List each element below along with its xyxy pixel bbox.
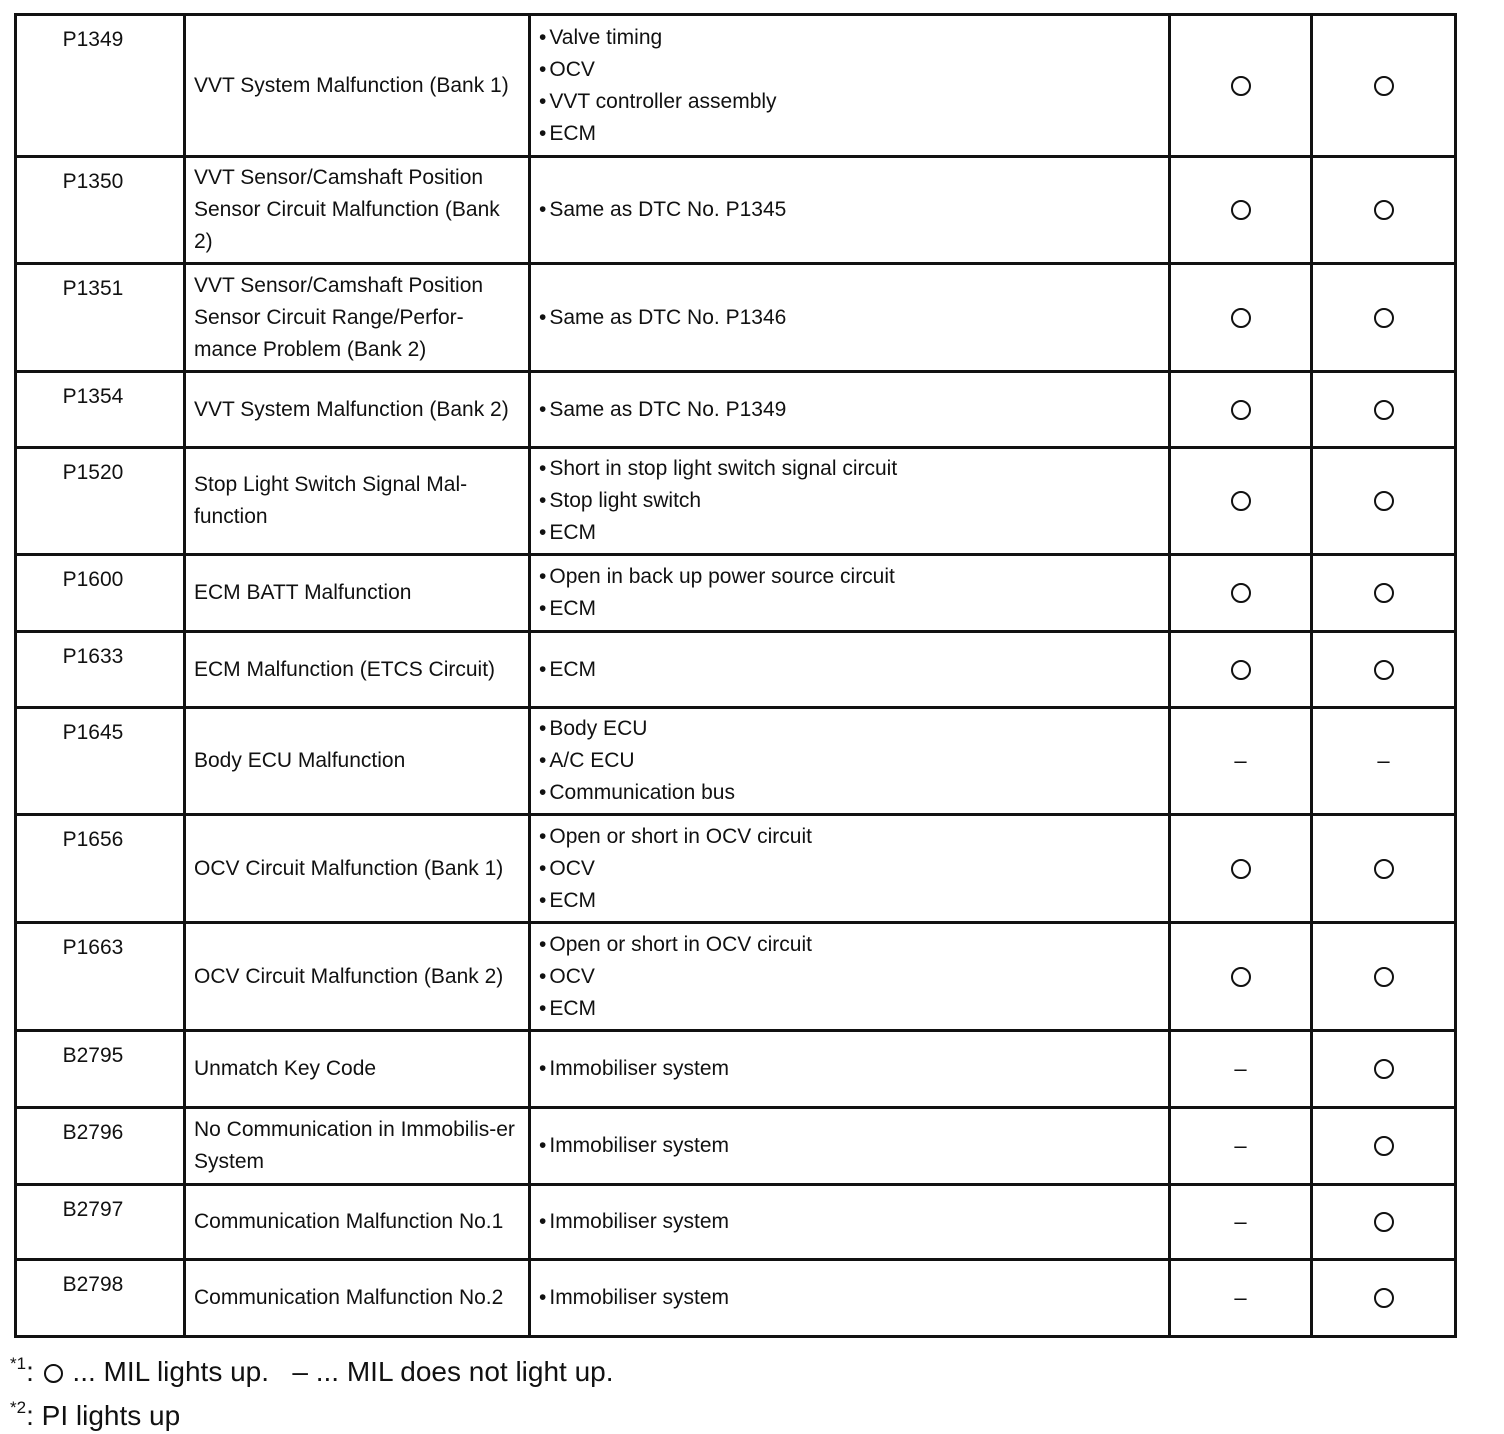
pi-indicator bbox=[1312, 372, 1456, 448]
trouble-area bbox=[530, 1260, 1170, 1337]
dtc-code: P1633 bbox=[16, 632, 185, 708]
mil-indicator bbox=[1170, 264, 1312, 372]
dtc-code: B2795 bbox=[16, 1031, 185, 1108]
trouble-area-item: • Open or short in OCV circuit bbox=[539, 821, 1160, 853]
trouble-area-item: • Same as DTC No. P1346 bbox=[539, 302, 1160, 334]
footnote-1-colon: : bbox=[26, 1356, 42, 1387]
table-row bbox=[16, 1108, 1456, 1185]
detection-item: ECM BATT Malfunction bbox=[185, 555, 530, 632]
circle-icon bbox=[1231, 491, 1251, 511]
detection-item: No Communication in Immobilis-er System bbox=[185, 1108, 530, 1185]
table-row bbox=[16, 15, 1456, 157]
circle-icon bbox=[1374, 1136, 1394, 1156]
mil-indicator bbox=[1170, 815, 1312, 923]
table-row bbox=[16, 448, 1456, 555]
circle-icon bbox=[1374, 76, 1394, 96]
detection-item: Stop Light Switch Signal Mal-function bbox=[185, 448, 530, 555]
trouble-area bbox=[530, 1185, 1170, 1260]
circle-icon bbox=[1374, 859, 1394, 879]
mil-indicator bbox=[1170, 15, 1312, 157]
dtc-code: P1663 bbox=[16, 923, 185, 1031]
detection-item: VVT Sensor/Camshaft Position Sensor Circuit Malfunction (Bank 2) bbox=[185, 157, 530, 264]
trouble-area-item: • Body ECU bbox=[539, 713, 1160, 745]
trouble-area-item: • OCV bbox=[539, 853, 1160, 885]
detection-item: VVT System Malfunction (Bank 2) bbox=[185, 372, 530, 448]
trouble-area-item: • ECM bbox=[539, 593, 1160, 625]
circle-icon bbox=[1231, 967, 1251, 987]
circle-icon bbox=[1374, 491, 1394, 511]
mil-indicator bbox=[1170, 708, 1312, 815]
trouble-area-item: • Immobiliser system bbox=[539, 1130, 1160, 1162]
footnotes bbox=[10, 1346, 614, 1434]
trouble-area bbox=[530, 815, 1170, 923]
pi-indicator bbox=[1312, 15, 1456, 157]
circle-icon bbox=[1374, 660, 1394, 680]
circle-icon bbox=[1374, 1212, 1394, 1232]
trouble-area-item: • VVT controller assembly bbox=[539, 86, 1160, 118]
mil-indicator bbox=[1170, 1185, 1312, 1260]
dtc-code: P1354 bbox=[16, 372, 185, 448]
table-row bbox=[16, 555, 1456, 632]
trouble-area bbox=[530, 264, 1170, 372]
trouble-area-item: • Immobiliser system bbox=[539, 1206, 1160, 1238]
footnote-2-text: : PI lights up bbox=[26, 1400, 181, 1431]
circle-icon bbox=[1231, 308, 1251, 328]
mil-indicator bbox=[1170, 448, 1312, 555]
pi-indicator bbox=[1312, 264, 1456, 372]
circle-icon bbox=[1231, 76, 1251, 96]
dtc-code: P1520 bbox=[16, 448, 185, 555]
circle-icon bbox=[1231, 859, 1251, 879]
dtc-code: P1656 bbox=[16, 815, 185, 923]
table-row bbox=[16, 1260, 1456, 1337]
dtc-code: P1350 bbox=[16, 157, 185, 264]
table-row bbox=[16, 632, 1456, 708]
pi-indicator bbox=[1312, 632, 1456, 708]
trouble-area bbox=[530, 555, 1170, 632]
trouble-area-item: • OCV bbox=[539, 54, 1160, 86]
table-row bbox=[16, 264, 1456, 372]
trouble-area-item: • Communication bus bbox=[539, 777, 1160, 809]
mil-indicator bbox=[1170, 1031, 1312, 1108]
circle-icon bbox=[1231, 583, 1251, 603]
circle-icon bbox=[1231, 200, 1251, 220]
dtc-table bbox=[14, 13, 1457, 1338]
mil-indicator bbox=[1170, 1260, 1312, 1337]
dash-icon: – bbox=[1234, 1284, 1247, 1310]
trouble-area bbox=[530, 15, 1170, 157]
mil-indicator bbox=[1170, 923, 1312, 1031]
trouble-area-item: • ECM bbox=[539, 118, 1160, 150]
detection-item: OCV Circuit Malfunction (Bank 1) bbox=[185, 815, 530, 923]
trouble-area-item: • Immobiliser system bbox=[539, 1282, 1160, 1314]
footnote-1-dash-meaning: – ... MIL does not light up. bbox=[292, 1356, 614, 1387]
dash-icon: – bbox=[1234, 747, 1247, 773]
circle-icon bbox=[1374, 967, 1394, 987]
detection-item: ECM Malfunction (ETCS Circuit) bbox=[185, 632, 530, 708]
footnote-1-circle-meaning: ... MIL lights up. bbox=[64, 1356, 270, 1387]
detection-item: OCV Circuit Malfunction (Bank 2) bbox=[185, 923, 530, 1031]
table-row bbox=[16, 815, 1456, 923]
table-row bbox=[16, 372, 1456, 448]
trouble-area-item: • Stop light switch bbox=[539, 485, 1160, 517]
dtc-code: B2796 bbox=[16, 1108, 185, 1185]
mil-indicator bbox=[1170, 632, 1312, 708]
table-row bbox=[16, 157, 1456, 264]
table-row bbox=[16, 1031, 1456, 1108]
dash-icon: – bbox=[1377, 747, 1390, 773]
circle-icon bbox=[1374, 583, 1394, 603]
dtc-code: P1600 bbox=[16, 555, 185, 632]
trouble-area bbox=[530, 1031, 1170, 1108]
trouble-area-item: • ECM bbox=[539, 517, 1160, 549]
trouble-area bbox=[530, 708, 1170, 815]
mil-indicator bbox=[1170, 555, 1312, 632]
pi-indicator bbox=[1312, 1185, 1456, 1260]
table-row bbox=[16, 1185, 1456, 1260]
pi-indicator bbox=[1312, 1108, 1456, 1185]
trouble-area-item: • Short in stop light switch signal circuit bbox=[539, 453, 1160, 485]
trouble-area bbox=[530, 923, 1170, 1031]
dtc-code: P1351 bbox=[16, 264, 185, 372]
detection-item: VVT Sensor/Camshaft Position Sensor Circuit Range/Perfor-mance Problem (Bank 2) bbox=[185, 264, 530, 372]
pi-indicator bbox=[1312, 815, 1456, 923]
mil-indicator bbox=[1170, 1108, 1312, 1185]
trouble-area-item: • ECM bbox=[539, 993, 1160, 1025]
circle-icon bbox=[1374, 308, 1394, 328]
trouble-area-item: • Valve timing bbox=[539, 22, 1160, 54]
footnote-1 bbox=[10, 1346, 614, 1390]
trouble-area bbox=[530, 372, 1170, 448]
dash-icon: – bbox=[1234, 1208, 1247, 1234]
dash-icon: – bbox=[1234, 1132, 1247, 1158]
dtc-code: B2797 bbox=[16, 1185, 185, 1260]
table-row bbox=[16, 708, 1456, 815]
table-row bbox=[16, 923, 1456, 1031]
trouble-area bbox=[530, 632, 1170, 708]
dtc-table-body bbox=[16, 15, 1456, 1337]
circle-icon bbox=[1231, 400, 1251, 420]
pi-indicator bbox=[1312, 1260, 1456, 1337]
circle-icon bbox=[1374, 1288, 1394, 1308]
detection-item: Unmatch Key Code bbox=[185, 1031, 530, 1108]
pi-indicator bbox=[1312, 555, 1456, 632]
circle-icon bbox=[1374, 200, 1394, 220]
trouble-area bbox=[530, 1108, 1170, 1185]
trouble-area-item: • Same as DTC No. P1349 bbox=[539, 394, 1160, 426]
circle-icon bbox=[1374, 400, 1394, 420]
circle-icon bbox=[1231, 660, 1251, 680]
mil-indicator bbox=[1170, 372, 1312, 448]
trouble-area-item: • A/C ECU bbox=[539, 745, 1160, 777]
footnote-2-mark: *2 bbox=[10, 1398, 27, 1417]
detection-item: Communication Malfunction No.2 bbox=[185, 1260, 530, 1337]
pi-indicator bbox=[1312, 1031, 1456, 1108]
circle-icon bbox=[44, 1364, 63, 1383]
pi-indicator bbox=[1312, 923, 1456, 1031]
trouble-area-item: • Open or short in OCV circuit bbox=[539, 929, 1160, 961]
trouble-area-item: • Immobiliser system bbox=[539, 1053, 1160, 1085]
trouble-area bbox=[530, 448, 1170, 555]
detection-item: Body ECU Malfunction bbox=[185, 708, 530, 815]
trouble-area-item: • ECM bbox=[539, 654, 1160, 686]
pi-indicator bbox=[1312, 157, 1456, 264]
detection-item: VVT System Malfunction (Bank 1) bbox=[185, 15, 530, 157]
dtc-code: B2798 bbox=[16, 1260, 185, 1337]
trouble-area-item: • ECM bbox=[539, 885, 1160, 917]
footnote-1-mark: *1 bbox=[10, 1354, 27, 1373]
footnote-2 bbox=[10, 1390, 614, 1434]
mil-indicator bbox=[1170, 157, 1312, 264]
dash-icon: – bbox=[1234, 1055, 1247, 1081]
trouble-area-item: • OCV bbox=[539, 961, 1160, 993]
detection-item: Communication Malfunction No.1 bbox=[185, 1185, 530, 1260]
circle-icon bbox=[1374, 1059, 1394, 1079]
dtc-code: P1349 bbox=[16, 15, 185, 157]
trouble-area bbox=[530, 157, 1170, 264]
trouble-area-item: • Same as DTC No. P1345 bbox=[539, 194, 1160, 226]
pi-indicator bbox=[1312, 448, 1456, 555]
dtc-code: P1645 bbox=[16, 708, 185, 815]
trouble-area-item: • Open in back up power source circuit bbox=[539, 561, 1160, 593]
pi-indicator bbox=[1312, 708, 1456, 815]
